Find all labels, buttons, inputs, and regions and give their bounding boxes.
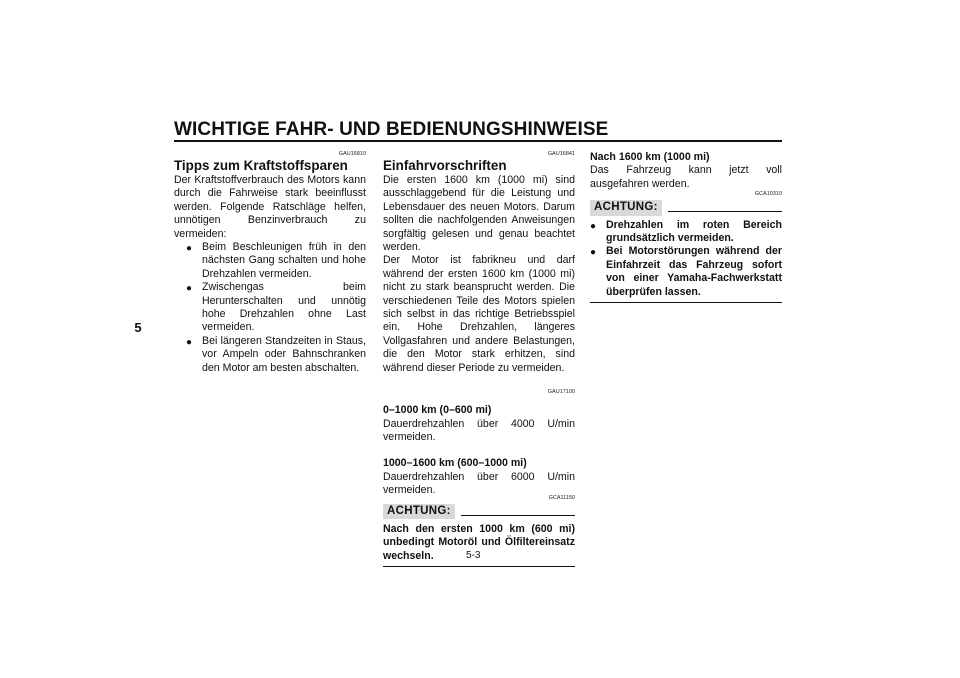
warning-code: GCA10310 [754, 191, 782, 198]
break-in-stage-2-heading: 1000–1600 km (600–1000 mi) [383, 457, 527, 470]
chapter-tab: 5 [134, 319, 142, 335]
page-title: WICHTIGE FAHR- UND BEDIENUNGSHINWEISE [174, 119, 609, 140]
list-item: ● Drehzahlen im roten Bereich grundsätzlich vermeiden. [590, 218, 782, 245]
column-after-break-in [590, 151, 782, 303]
section-code: GAU16810 [338, 151, 366, 157]
warning-text: Nach den ersten 1000 km (600 mi) unbedingt Motoröl und Ölfiltereinsatz wechseln. [383, 522, 575, 562]
section-code: GAU17100 [547, 389, 575, 396]
title-rule [174, 140, 782, 142]
after-break-in-heading: Nach 1600 km (1000 mi) [590, 151, 710, 163]
fuel-saving-tips [174, 241, 366, 375]
bullet-icon: ● [590, 247, 597, 259]
break-in-paragraph-2: Der Motor ist fabrikneu und darf während der ersten 1600 km (1000 mi) nicht zu stark beansprucht werden. Die verschiedenen Teile des Motors spielen sich selbst in das richtige Betriebsspiel ein. Hohe Drehzahlen, längeres Vollgasfahren und andere Belastungen, die den Motor stark erhitzen, sind während dieser Periode zu vermeiden. [383, 254, 575, 374]
section-code: GAU16841 [547, 151, 575, 157]
warning-end-rule [590, 302, 782, 303]
warning-badge: ACHTUNG: [383, 504, 455, 519]
bullet-icon: ● [186, 243, 193, 255]
bullet-icon: ● [590, 220, 597, 232]
warning-header [383, 504, 575, 519]
break-in-stage-1-heading: 0–1000 km (0–600 mi) [383, 404, 492, 417]
warning-list [590, 219, 782, 299]
after-break-in-text: Das Fahrzeug kann jetzt voll ausgefahren werden. [590, 164, 782, 190]
bullet-icon: ● [186, 336, 193, 348]
section-heading-fuel-saving: Tipps zum Kraftstoffsparen [174, 158, 348, 173]
warning-code: GCA11150 [548, 494, 575, 501]
column-fuel-saving [174, 151, 366, 375]
warning-header [590, 200, 782, 215]
list-item: ● Beim Beschleunigen früh in den nächsten Gang schalten und hohe Drehzahlen vermeiden. [186, 241, 366, 280]
warning-badge: ACHTUNG: [590, 200, 662, 215]
bullet-icon: ● [186, 283, 193, 295]
page-number: 5-3 [466, 550, 481, 561]
list-item: ● Bei Motorstörungen während der Einfahrzeit das Fahrzeug sofort von einer Yamaha-Fachwerkstatt überprüfen lassen. [590, 245, 782, 298]
break-in-stage-2-text: Dauerdrehzahlen über 6000 U/min vermeiden. [383, 470, 575, 497]
column-break-in [383, 151, 575, 567]
break-in-paragraph-1: Die ersten 1600 km (1000 mi) sind ausschlaggebend für die Leistung und Lebensdauer des neuen Motors. Darum sollten die nachfolgenden Anweisungen sorgfältig gelesen und genau beachtet werden. [383, 174, 575, 254]
list-item: ● Bei längeren Standzeiten in Staus, vor Ampeln oder Bahnschranken den Motor am besten abschalten. [186, 334, 366, 374]
warning-end-rule [383, 566, 575, 567]
warning-rule [668, 211, 782, 212]
list-item: ● Zwischengas beim Herunterschalten und unnötig hohe Drehzahlen ohne Last vermeiden. [186, 281, 366, 334]
break-in-stage-1-text: Dauerdrehzahlen über 4000 U/min vermeiden. [383, 417, 575, 443]
fuel-saving-intro: Der Kraftstoffverbrauch des Motors kann durch die Fahrweise stark beeinflusst werden. Folgende Ratschläge helfen, unnötigen Benzinverbrauch zu vermeiden: [174, 174, 366, 240]
section-heading-break-in: Einfahrvorschriften [383, 158, 507, 173]
warning-rule [461, 515, 575, 516]
